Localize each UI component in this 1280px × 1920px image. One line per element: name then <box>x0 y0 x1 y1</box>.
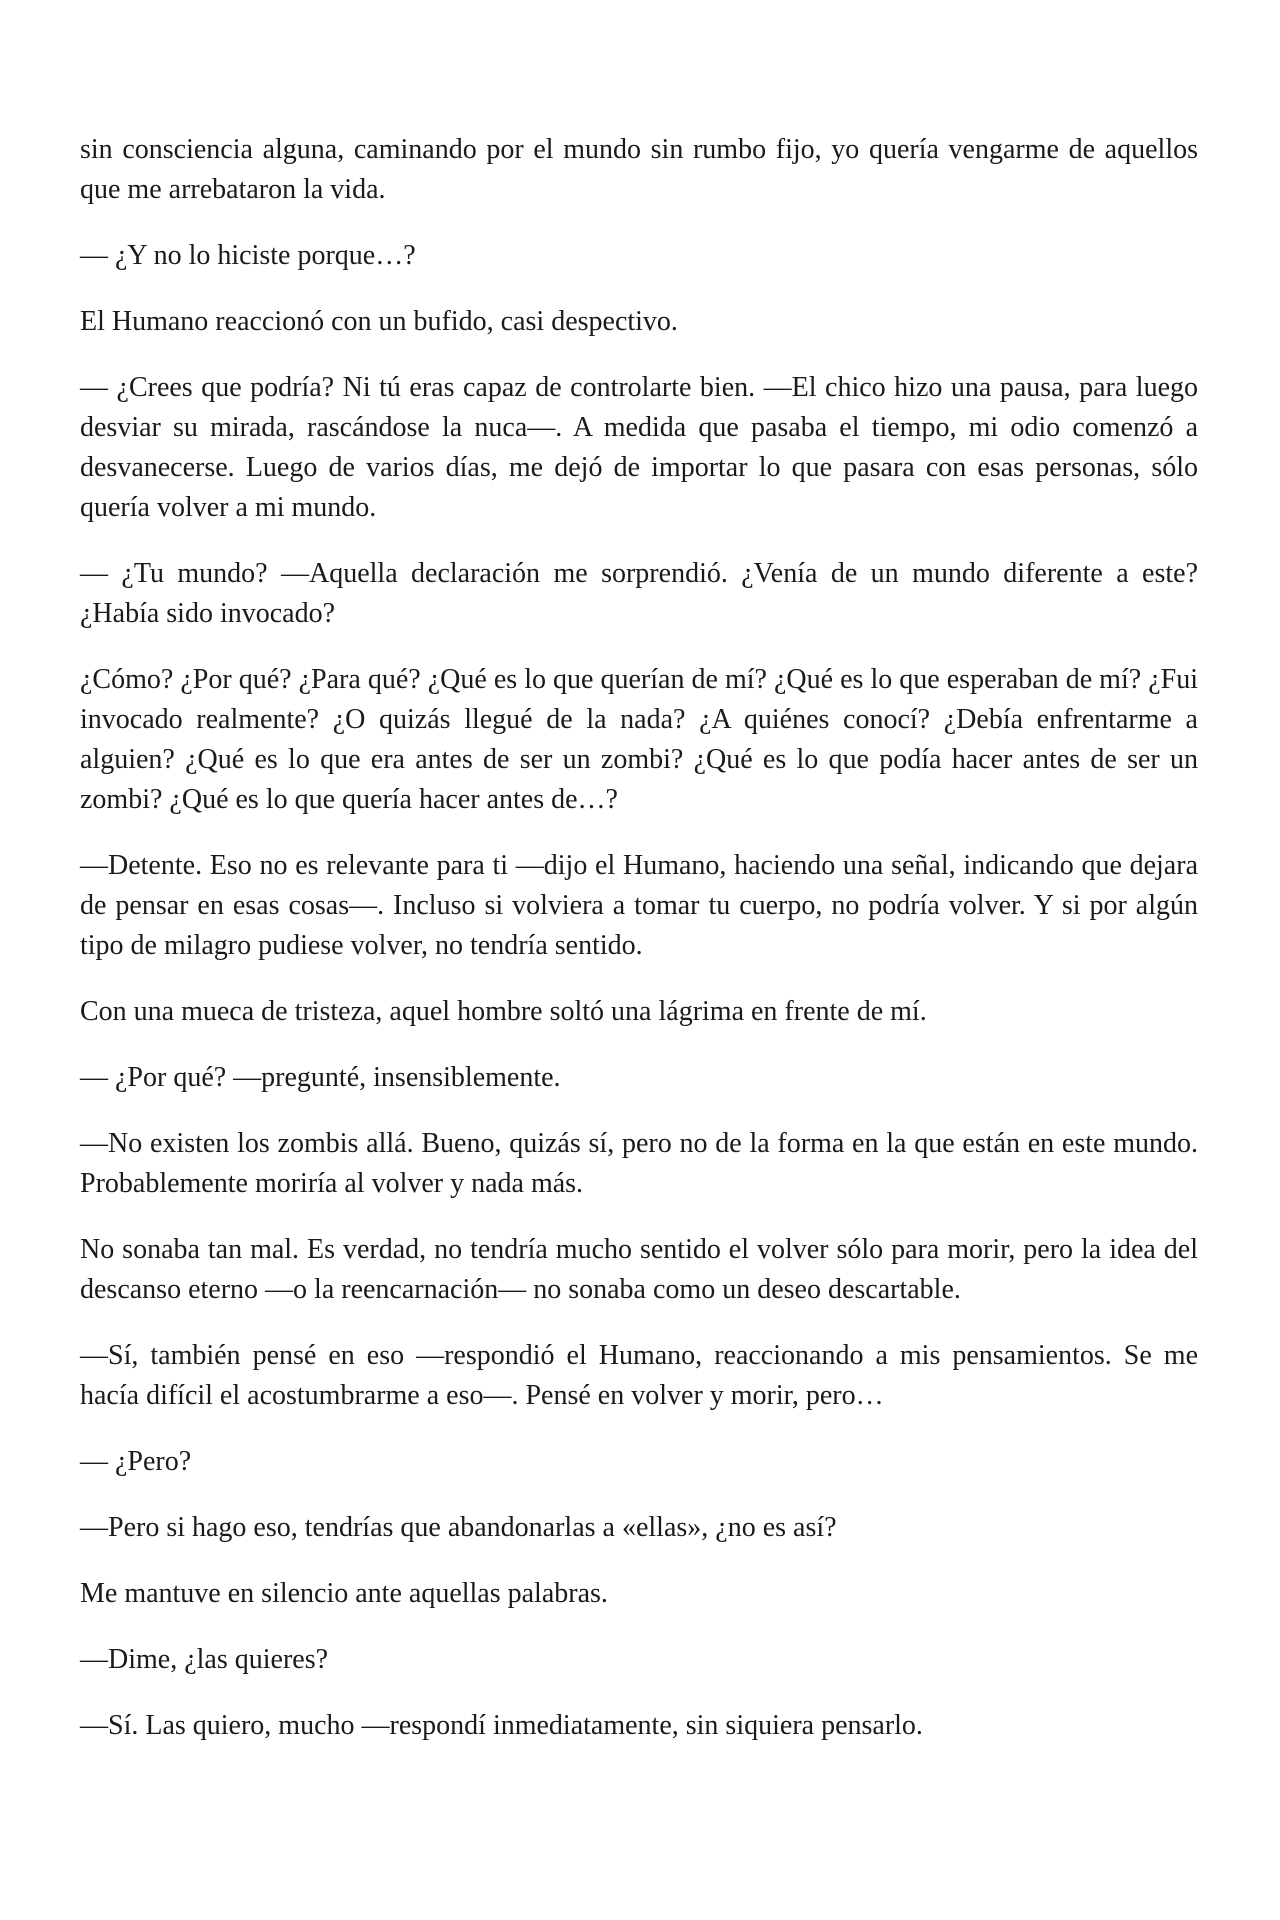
paragraph: —Pero si hago eso, tendrías que abandonarlas a «ellas», ¿no es así? <box>80 1512 837 1543</box>
paragraph: —Sí. Las quiero, mucho —respondí inmediatamente, sin siquiera pensarlo. <box>80 1710 923 1741</box>
paragraph: — ¿Y no lo hiciste porque…? <box>80 240 416 271</box>
paragraph: —Detente. Eso no es relevante para ti —dijo el Humano, haciendo una señal, indicando que dejara de pensar en esas cosas—. Incluso si volviera a tomar tu cuerpo, no podría volver. Y si por algún tipo de milagro pudiese volver, no tendría sentido. <box>80 850 1198 961</box>
paragraph: ¿Cómo? ¿Por qué? ¿Para qué? ¿Qué es lo que querían de mí? ¿Qué es lo que esperaban de mí? ¿Fui invocado realmente? ¿O quizás llegué de la nada? ¿A quiénes conocí? ¿Debía enfrentarme a alguien? ¿Qué es lo que era antes de ser un zombi? ¿Qué es lo que podía hacer antes de ser un zombi? ¿Qué es lo que quería hacer antes de…? <box>80 664 1198 815</box>
paragraph: Me mantuve en silencio ante aquellas palabras. <box>80 1578 608 1609</box>
paragraph: —Dime, ¿las quieres? <box>80 1644 329 1675</box>
paragraph: Con una mueca de tristeza, aquel hombre soltó una lágrima en frente de mí. <box>80 996 927 1027</box>
paragraph: El Humano reaccionó con un bufido, casi despectivo. <box>80 306 678 337</box>
paragraph: — ¿Crees que podría? Ni tú eras capaz de controlarte bien. —El chico hizo una pausa, para luego desviar su mirada, rascándose la nuca—. A medida que pasaba el tiempo, mi odio comenzó a desvanecerse. Luego de varios días, me dejó de importar lo que pasara con esas personas, sólo quería volver a mi mundo. <box>80 372 1198 523</box>
paragraph: sin consciencia alguna, caminando por el mundo sin rumbo fijo, yo quería vengarme de aquellos que me arrebataron la vida. <box>80 134 1198 205</box>
paragraph: —No existen los zombis allá. Bueno, quizás sí, pero no de la forma en la que están en este mundo. Probablemente moriría al volver y nada más. <box>80 1128 1198 1199</box>
body-text <box>80 130 1198 1746</box>
paragraph: — ¿Pero? <box>80 1446 192 1477</box>
paragraph: —Sí, también pensé en eso —respondió el Humano, reaccionando a mis pensamientos. Se me hacía difícil el acostumbrarme a eso—. Pensé en volver y morir, pero… <box>80 1340 1198 1411</box>
paragraph: — ¿Tu mundo? —Aquella declaración me sorprendió. ¿Venía de un mundo diferente a este? ¿Había sido invocado? <box>80 558 1198 629</box>
paragraph: — ¿Por qué? —pregunté, insensiblemente. <box>80 1062 561 1093</box>
paragraph: No sonaba tan mal. Es verdad, no tendría mucho sentido el volver sólo para morir, pero la idea del descanso eterno —o la reencarnación— no sonaba como un deseo descartable. <box>80 1234 1198 1305</box>
